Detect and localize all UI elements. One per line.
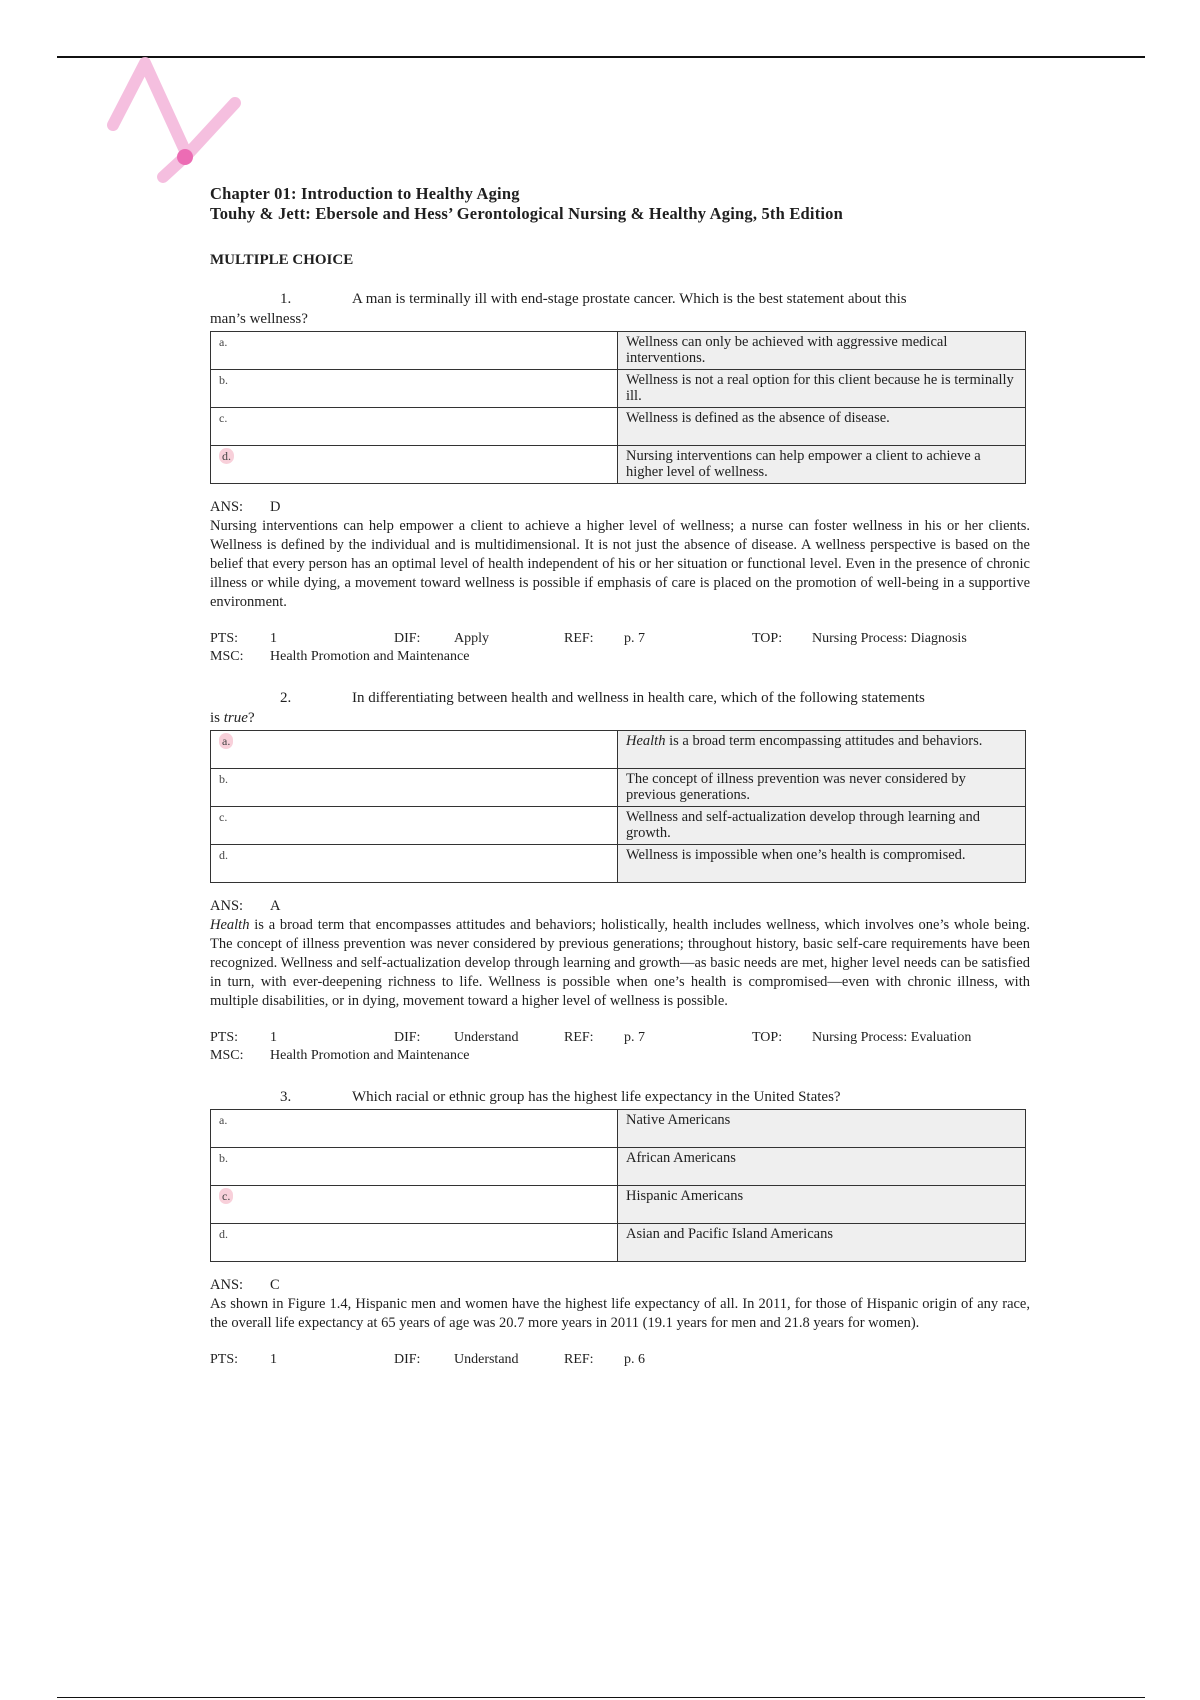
option-letter: c.	[211, 807, 618, 845]
option-row[interactable]	[211, 807, 1026, 845]
option-row[interactable]	[211, 1224, 1026, 1262]
option-letter: c.	[211, 408, 618, 446]
option-text: Native Americans	[618, 1110, 1026, 1148]
option-letter: b.	[211, 769, 618, 807]
question-stem: 1. A man is terminally ill with end-stage prostate cancer. Which is the best statement about this	[210, 289, 1030, 309]
option-row[interactable]	[211, 370, 1026, 408]
answer-value: C	[270, 1277, 280, 1293]
question-metadata: PTS: 1 DIF: Understand REF: p. 6	[210, 1352, 645, 1367]
question-1	[210, 289, 1030, 666]
question-stem: 3. Which racial or ethnic group has the highest life expectancy in the United States?	[210, 1087, 1030, 1107]
option-row[interactable]	[211, 446, 1026, 484]
answer-line: ANS: A	[210, 898, 281, 914]
bottom-rule	[57, 1697, 1145, 1698]
option-letter: a.	[211, 332, 618, 370]
question-3	[210, 1087, 1030, 1369]
question-metadata: PTS: 1 DIF: Apply REF: p. 7 TOP: Nursing Process: Diagnosis MSC: Health Promotion and Maintenance	[210, 631, 967, 664]
option-letter: d.	[211, 1224, 618, 1262]
option-text: Wellness can only be achieved with aggressive medical interventions.	[618, 332, 1026, 370]
option-row[interactable]	[211, 1110, 1026, 1148]
question-stem: 2. In differentiating between health and wellness in health care, which of the following statements	[210, 688, 1030, 708]
section-heading: MULTIPLE CHOICE	[210, 252, 354, 268]
option-row[interactable]	[211, 332, 1026, 370]
option-text: Wellness is impossible when one’s health is compromised.	[618, 845, 1026, 883]
option-letter-highlighted: a.	[211, 731, 618, 769]
chapter-title: Chapter 01: Introduction to Healthy Aging	[210, 184, 520, 203]
option-text: Wellness and self-actualization develop through learning and growth.	[618, 807, 1026, 845]
option-row[interactable]	[211, 1148, 1026, 1186]
option-row[interactable]	[211, 1186, 1026, 1224]
options-table	[210, 730, 1026, 883]
question-stem-cont: is true?	[210, 710, 255, 726]
question-metadata: PTS: 1 DIF: Understand REF: p. 7 TOP: Nursing Process: Evaluation MSC: Health Promotion and Maintenance	[210, 1030, 972, 1063]
options-table	[210, 331, 1026, 484]
answer-value: A	[270, 898, 281, 914]
option-row[interactable]	[211, 769, 1026, 807]
pink-annotation-checkmark	[105, 55, 255, 195]
options-table	[210, 1109, 1026, 1262]
question-stem-cont: man’s wellness?	[210, 311, 308, 327]
answer-line: ANS: D	[210, 499, 281, 515]
option-row[interactable]	[211, 408, 1026, 446]
rationale: Health is a broad term that encompasses attitudes and behaviors; holistically, health includes wellness, which involves one’s whole being. The concept of illness prevention was never considered by previous generations; throughout history, basic self-care requirements have been recognized. Wellness and self-actualization develop through learning and growth—as basic needs are met, higher level needs can be satisfied in turn, with ever-deepening richness to life. Wellness is possible when one’s health is compromised—even with chronic illness, with multiple disabilities, or in dying, movement toward a higher level of wellness is possible.	[210, 917, 1030, 1009]
option-text: Wellness is not a real option for this client because he is terminally ill.	[618, 370, 1026, 408]
answer-line: ANS: C	[210, 1277, 280, 1293]
question-number: 2.	[280, 690, 292, 706]
option-letter: d.	[211, 845, 618, 883]
option-text: Nursing interventions can help empower a client to achieve a higher level of wellness.	[618, 446, 1026, 484]
book-title: Touhy & Jett: Ebersole and Hess’ Gerontological Nursing & Healthy Aging, 5th Edition	[210, 204, 843, 223]
option-letter-highlighted: d.	[211, 446, 618, 484]
option-row[interactable]	[211, 731, 1026, 769]
option-letter: b.	[211, 1148, 618, 1186]
option-text: African Americans	[618, 1148, 1026, 1186]
rationale: Nursing interventions can help empower a client to achieve a higher level of wellness; a nurse can foster wellness in his or her clients. Wellness is defined by the individual and is multidimensional. It is not just the absence of disease. A wellness perspective is based on the belief that every person has an optimal level of health independent of his or her situation or functional level. Even in the presence of chronic illness or while dying, a movement toward wellness is possible if emphasis of care is placed on the promotion of well-being in a supportive environment.	[210, 518, 1030, 610]
option-letter: a.	[211, 1110, 618, 1148]
option-text: Wellness is defined as the absence of disease.	[618, 408, 1026, 446]
option-letter: b.	[211, 370, 618, 408]
option-text: Hispanic Americans	[618, 1186, 1026, 1224]
option-text: Asian and Pacific Island Americans	[618, 1224, 1026, 1262]
rationale: As shown in Figure 1.4, Hispanic men and women have the highest life expectancy of all. In 2011, for those of Hispanic origin of any race, the overall life expectancy at 65 years of age was 20.7 more years in 2011 (19.1 years for men and 21.8 years for women).	[210, 1296, 1030, 1331]
option-text: Health is a broad term encompassing attitudes and behaviors.	[618, 731, 1026, 769]
document-body	[210, 184, 1030, 1369]
option-letter-highlighted: c.	[211, 1186, 618, 1224]
question-2	[210, 688, 1030, 1065]
option-row[interactable]	[211, 845, 1026, 883]
option-text: The concept of illness prevention was never considered by previous generations.	[618, 769, 1026, 807]
answer-value: D	[270, 499, 281, 515]
question-number: 3.	[280, 1089, 292, 1105]
question-number: 1.	[280, 291, 292, 307]
